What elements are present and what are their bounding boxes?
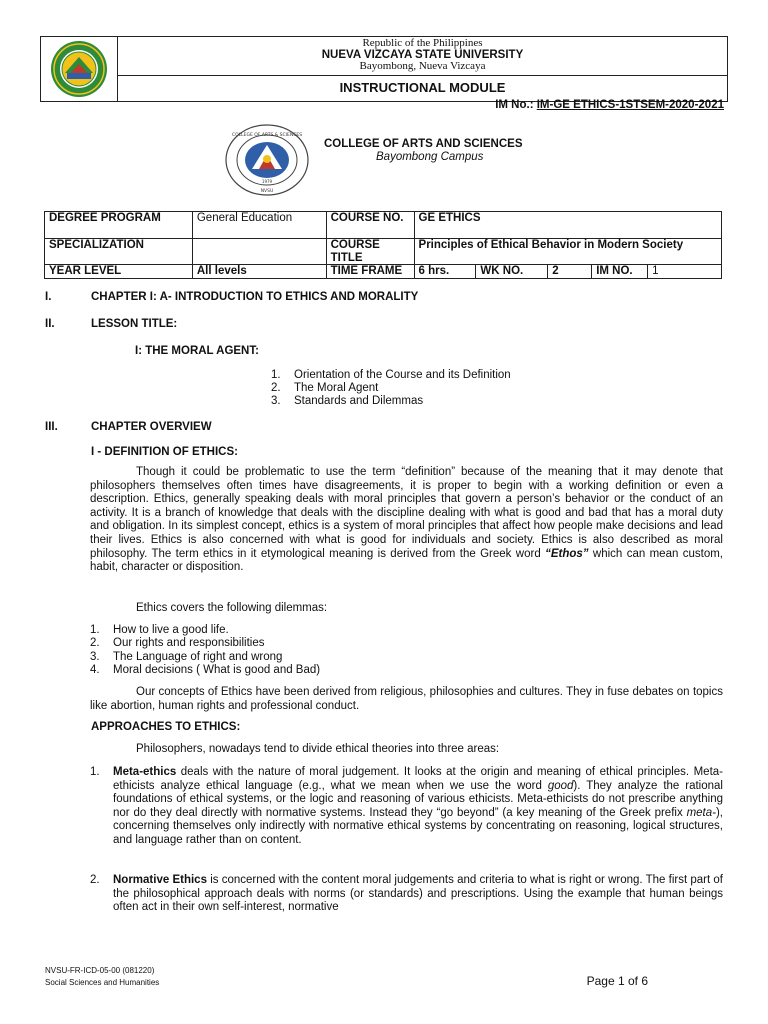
dilemma-1: How to live a good life. [113,624,229,636]
list-item: 1. [90,766,100,778]
republic-text: Republic of the Philippines [362,37,483,49]
header-box [40,36,728,102]
section-1-title: CHAPTER I: A- INTRODUCTION TO ETHICS AND MORALITY [91,291,419,303]
list-item: 3. [90,651,100,663]
year-level-label: YEAR LEVEL [45,265,193,279]
meta-ethics-text-b: ). They analyze the rational foundations of ethical systems, or the logic and reasoning of various ethicists. Meta-ethicists do not prescribe anything nor do they deal directly with normative systems. Instead they “go beyond” (a key meaning of the Greek prefix [113,779,723,819]
university-seal-icon [41,37,117,101]
time-frame-value: 6 hrs. [414,265,476,279]
definition-paragraph [90,466,723,575]
logo-cell [41,37,118,101]
approaches-intro: Philosophers, nowadays tend to divide ethical theories into three areas: [136,743,500,755]
lesson-subtitle: I: THE MORAL AGENT: [135,345,259,357]
time-frame-label: TIME FRAME [326,265,414,279]
normative-ethics-term: Normative Ethics [113,874,207,886]
im-code: IM-GE ETHICS-1STSEM-2020-2021 [536,99,724,111]
lesson-item-2: The Moral Agent [294,382,379,394]
campus-name: Bayombong Campus [376,151,484,163]
table-row [45,212,722,239]
list-item: 3. [271,395,281,407]
form-code: NVSU-FR-ICD-05-00 (081220) [45,966,155,975]
college-seal-icon [224,123,310,197]
im-label: IM No.: [495,99,534,111]
course-no-value: GE ETHICS [414,212,721,239]
table-row [45,265,722,279]
college-name: COLLEGE OF ARTS AND SCIENCES [324,138,523,150]
year-level-value: All levels [192,265,326,279]
university-location: Bayombong, Nueva Vizcaya [359,60,486,72]
meta-ethics-term: Meta-ethics [113,766,177,778]
course-info-table [44,211,722,279]
module-title: INSTRUCTIONAL MODULE [339,80,506,95]
seal-bottom-text: NVSU [260,189,274,194]
section-3-title: CHAPTER OVERVIEW [91,421,212,433]
list-item: 1. [271,369,281,381]
meta-ethics-paragraph [113,766,723,848]
wk-no-label: WK NO. [476,265,548,279]
definition-heading: I - DEFINITION OF ETHICS: [91,446,238,458]
section-3-number: III. [45,421,58,433]
course-title-label: COURSE TITLE [326,239,414,265]
meta-good-word: good [547,779,574,792]
list-item: 2. [90,874,100,886]
specialization-label: SPECIALIZATION [45,239,193,265]
course-title-value: Principles of Ethical Behavior in Modern Society [414,239,721,265]
specialization-value [192,239,326,265]
definition-text: Though it could be problematic to use the term “definition” because of the meaning that it may denote that philosophers themselves often times have disagreements, it is proper to begin with a working definition or even a description. Ethics, generally speaking deals with moral principles that govern a person’s behavior or the conduct of an activity. It is a branch of knowledge that deals with the discipline dealing with what is good and bad that has a moral duty and obligation. In its simplest concept, ethics is a system of moral principles that affect how people make decisions and lead their lives. Ethics is also concerned with what is good for individuals and society. Ethics is also described as moral philosophy. The term ethics in it etymological meaning is derived from the Greek word [90,466,723,560]
lesson-item-1: Orientation of the Course and its Definition [294,369,511,381]
seal-top-text: COLLEGE OF ARTS & SCIENCES [231,133,303,138]
concepts-paragraph [90,686,723,713]
wk-no-value: 2 [548,265,592,279]
university-info [118,37,727,76]
normative-ethics-paragraph [113,874,723,915]
department-name: Social Sciences and Humanities [45,978,160,987]
list-item: 4. [90,664,100,676]
list-item: 2. [90,637,100,649]
approaches-heading: APPROACHES TO ETHICS: [91,721,241,733]
lesson-item-3: Standards and Dilemmas [294,395,424,407]
ethos-term: “Ethos” [545,547,589,560]
dilemma-3: The Language of right and wrong [113,651,283,663]
table-row [45,239,722,265]
dilemma-4: Moral decisions ( What is good and Bad) [113,664,321,676]
im-no-value: 1 [648,265,722,279]
concepts-text: Our concepts of Ethics have been derived from religious, philosophies and cultures. They in fuse debates on topics like abortion, human rights and professional conduct. [90,686,723,712]
normative-ethics-text: is concerned with the content moral judgements and criteria to what is right or wrong. The first part of the philosophical approach deals with norms (or standards) and prescriptions. Using the example that human beings often act in their own self-interest, normative [113,874,724,914]
im-number [495,99,724,111]
meta-prefix-word: meta- [686,806,716,819]
section-2-number: II. [45,318,55,330]
list-item: 1. [90,624,100,636]
im-no-label: IM NO. [592,265,648,279]
dilemma-2: Our rights and responsibilities [113,637,265,649]
meta-ethics-text-a: deals with the nature of moral judgement. It looks at the origin and meaning of ethical principles. Meta-ethicists analyze ethical language (e.g., what we mean when we use the word [113,766,723,792]
section-1-number: I. [45,291,52,303]
meta-ethics-text-c: ), concerning themselves only indirectly with normative ethical systems by concentrating on reasoning, logical structures, and language rather than on content. [113,806,723,846]
university-name: NUEVA VIZCAYA STATE UNIVERSITY [321,48,524,61]
list-item: 2. [271,382,281,394]
degree-label: DEGREE PROGRAM [45,212,193,239]
seal-year: 1979 [261,179,273,184]
section-2-title: LESSON TITLE: [91,318,178,330]
course-no-label: COURSE NO. [326,212,414,239]
dilemmas-intro: Ethics covers the following dilemmas: [136,602,328,614]
degree-value: General Education [192,212,326,239]
page-number: Page 1 of 6 [586,974,648,988]
definition-text-end: which can mean custom, habit, character or disposition. [90,547,723,574]
